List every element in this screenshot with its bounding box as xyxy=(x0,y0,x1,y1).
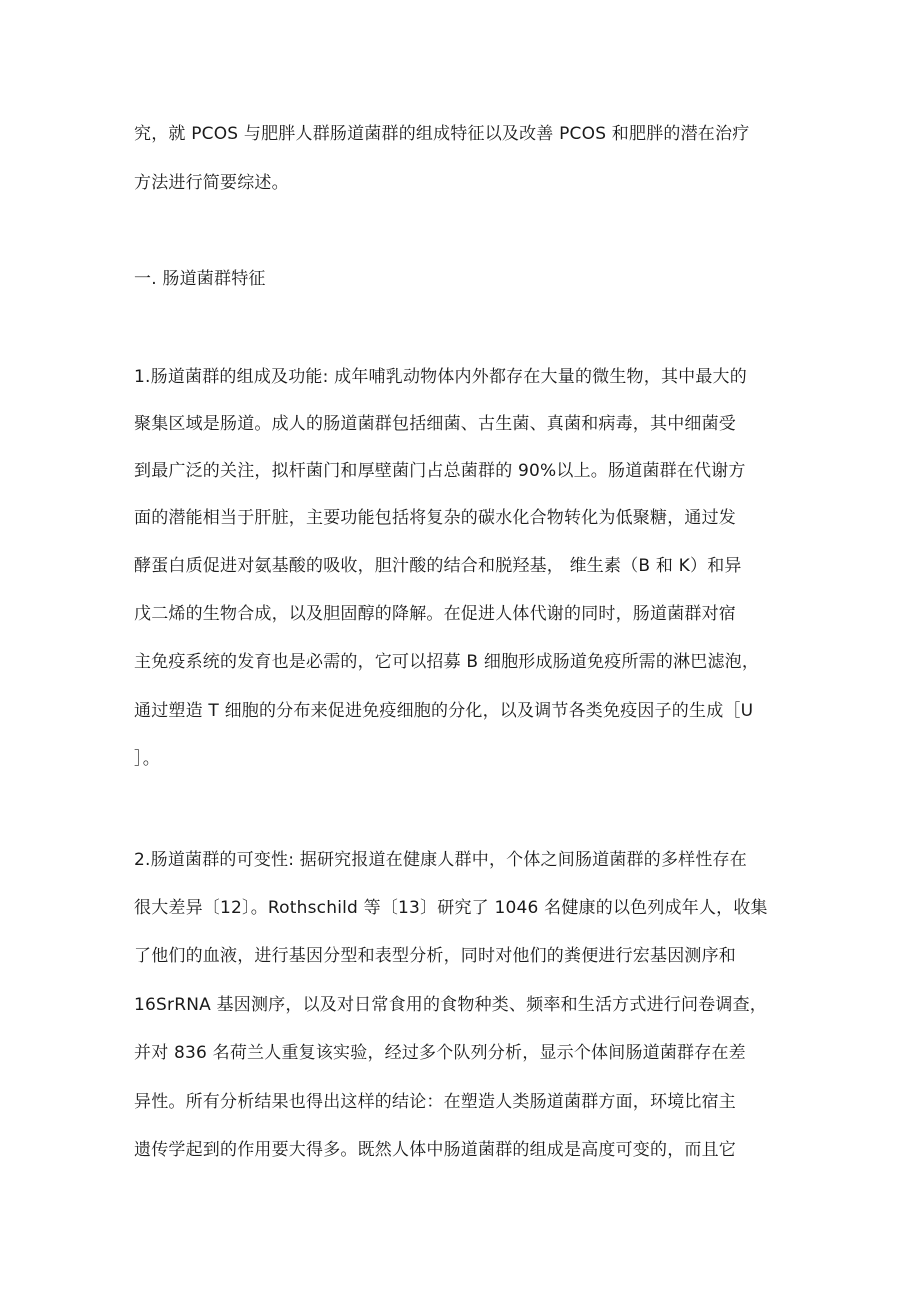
paragraph1-line-2: 聚集区域是肠道。成人的肠道菌群包括细菌、古生菌、真菌和病毒，其中细菌受 xyxy=(134,414,736,434)
intro-line-2: 方法进行简要综述。 xyxy=(134,173,289,193)
paragraph2-line-2: 很大差异〔12〕。Rothschild 等〔13〕研究了 1046 名健康的以色列成年人，收集 xyxy=(134,898,768,918)
section-heading: 一. 肠道菌群特征 xyxy=(134,269,266,289)
paragraph1-line-5: 酵蛋白质促进对氨基酸的吸收，胆汁酸的结合和脱羟基， 维生素（B 和 K）和异 xyxy=(134,556,742,576)
paragraph1-line-4: 面的潜能相当于肝脏，主要功能包括将复杂的碳水化合物转化为低聚糖，通过发 xyxy=(134,508,736,528)
paragraph2-line-4: 16SrRNA 基因测序，以及对日常食用的食物种类、频率和生活方式进行问卷调查， xyxy=(134,995,767,1015)
paragraph1-line-7: 主免疫系统的发育也是必需的，它可以招募 B 细胞形成肠道免疫所需的淋巴滤泡， xyxy=(134,652,760,672)
paragraph1-line-3: 到最广泛的关注，拟杆菌门和厚壁菌门占总菌群的 90%以上。肠道菌群在代谢方 xyxy=(134,461,746,481)
intro-line-1: 究，就 PCOS 与肥胖人群肠道菌群的组成特征以及改善 PCOS 和肥胖的潜在治疗 xyxy=(134,124,750,144)
paragraph2-line-5: 并对 836 名荷兰人重复该实验，经过多个队列分析，显示个体间肠道菌群存在差 xyxy=(134,1043,746,1063)
paragraph2-line-3: 了他们的血液，进行基因分型和表型分析，同时对他们的粪便进行宏基因测序和 xyxy=(134,946,736,966)
paragraph1-line-9: ］。 xyxy=(134,749,160,769)
paragraph2-line-6: 异性。所有分析结果也得出这样的结论：在塑造人类肠道菌群方面，环境比宿主 xyxy=(134,1092,736,1112)
paragraph1-line-6: 戊二烯的生物合成，以及胆固醇的降解。在促进人体代谢的同时，肠道菌群对宿 xyxy=(134,604,736,624)
paragraph1-line-8: 通过塑造 T 细胞的分布来促进免疫细胞的分化，以及调节各类免疫因子的生成［U xyxy=(134,701,754,721)
paragraph2-line-1: 2.肠道菌群的可变性: 据研究报道在健康人群中，个体之间肠道菌群的多样性存在 xyxy=(134,850,747,870)
paragraph1-line-1: 1.肠道菌群的组成及功能: 成年哺乳动物体内外都存在大量的微生物，其中最大的 xyxy=(134,367,747,387)
paragraph2-line-7: 遗传学起到的作用要大得多。既然人体中肠道菌群的组成是高度可变的，而且它 xyxy=(134,1140,736,1160)
